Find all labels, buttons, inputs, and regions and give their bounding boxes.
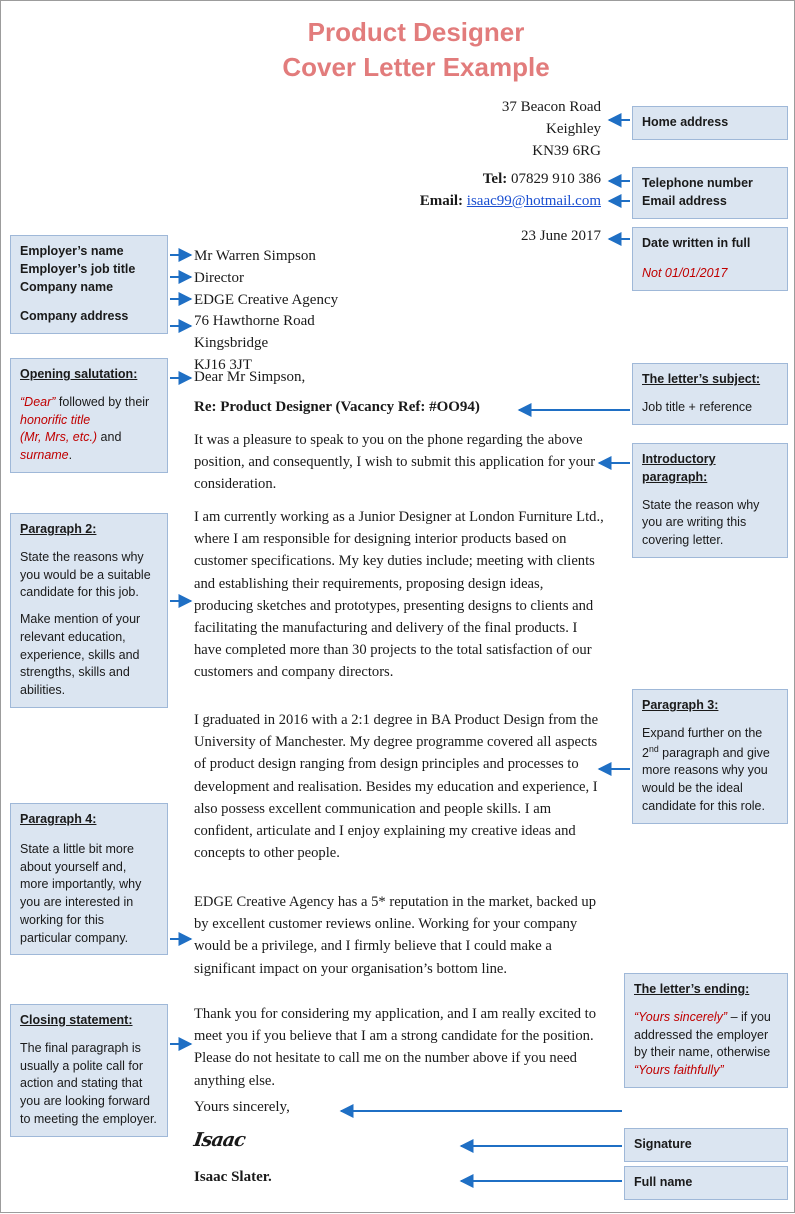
email-label: Email:: [419, 192, 464, 209]
note-salutation-period: .: [68, 448, 73, 462]
note-date-heading: Date written in full: [642, 236, 751, 250]
note-date: [632, 227, 788, 291]
letter-paragraph-2: I am currently working as a Junior Designer at London Furniture Ltd., where I am responsible for designing interior products based on customer specifications. My key duties include; meeting with clients and establishing their requirements, proposing design ideas, producing sketches and prototypes, presenting designs to clients and facilitating the manufacturing and delivery of the final products. I have completed more than 30 projects to the total satisfaction of our customers and company directors.: [194, 509, 604, 681]
note-paragraph-3-superscript: nd: [648, 743, 659, 754]
note-paragraph-3-heading: Paragraph 3:: [642, 698, 719, 712]
letter-signoff: Yours sincerely,: [194, 1099, 290, 1115]
sender-address: [331, 97, 601, 162]
note-salutation-examples: (Mr, Mrs, etc.): [20, 430, 98, 445]
note-employer-job-title-label: Employer’s job title: [20, 261, 136, 276]
telephone-line: [301, 169, 601, 191]
note-company-name-label: Company name: [20, 279, 114, 294]
employer-address-line-3: KJ16 3JT: [194, 356, 252, 373]
note-paragraph-2-body-1: State the reasons why you would be a suitable candidate for this job.: [20, 549, 151, 600]
note-employer-details: [10, 235, 168, 334]
page-title: [191, 15, 641, 85]
note-paragraph-2-body-2: Make mention of your relevant education, experience, skills and strengths, skills and abilities.: [20, 612, 141, 697]
letter-paragraph-5: Thank you for considering my application, and I am really excited to meet you if you believe that I am a strong candidate for the position. Please do not hesitate to call me on the number above if you need anything else.: [194, 1006, 597, 1089]
note-intro-paragraph-heading: Introductory paragraph:: [642, 452, 716, 484]
sender-address-line-1: 37 Beacon Road: [501, 99, 601, 115]
letter-salutation: Dear Mr Simpson,: [194, 369, 306, 385]
note-letter-ending-heading: The letter’s ending:: [634, 982, 750, 996]
note-paragraph-2: [10, 513, 168, 708]
note-ending-quote-sincerely: “Yours sincerely”: [634, 1009, 728, 1024]
note-paragraph-3-body-post: paragraph and give more reasons why you would be the ideal candidate for this role.: [642, 745, 770, 813]
email-line: [301, 191, 601, 213]
title-line-2: Cover Letter Example: [282, 52, 550, 83]
note-closing-statement-body: The final paragraph is usually a polite call for action and stating that you are looking forward to meeting the employer.: [20, 1040, 157, 1126]
title-line-1: Product Designer: [307, 17, 525, 47]
note-paragraph-3: [632, 689, 788, 824]
note-paragraph-4: [10, 803, 168, 955]
employer-company-name: EDGE Creative Agency: [194, 291, 339, 308]
telephone-label: Tel:: [482, 171, 508, 187]
letter-paragraph-1: It was a pleasure to speak to you on the phone regarding the above position, and consequently, I wish to submit this application for your consideration.: [194, 432, 596, 493]
note-salutation-honorific: honorific title: [20, 412, 91, 427]
letter-full-name: Isaac Slater.: [194, 1169, 272, 1185]
sender-address-line-2: Keighley: [546, 120, 601, 137]
contact-details: [301, 169, 601, 213]
note-home-address: [632, 106, 788, 140]
note-ending-quote-faithfully: “Yours faithfully”: [634, 1063, 724, 1077]
letter-signature: Isaac: [192, 1129, 247, 1151]
note-paragraph-2-heading: Paragraph 2:: [20, 522, 97, 536]
note-home-address-heading: Home address: [642, 115, 729, 129]
employer-job-title: Director: [194, 269, 244, 286]
telephone-value: 07829 910 386: [511, 171, 601, 187]
note-intro-paragraph-body: State the reason why you are writing this covering letter.: [642, 497, 760, 547]
note-full-name: [624, 1166, 788, 1200]
note-salutation-surname: surname: [20, 448, 69, 462]
note-signature-heading: Signature: [634, 1137, 692, 1151]
note-letter-subject-heading: The letter’s subject:: [642, 372, 761, 386]
note-intro-paragraph: [632, 443, 788, 558]
note-salutation-mid: followed by their: [55, 394, 150, 409]
note-paragraph-4-heading: Paragraph 4:: [20, 812, 97, 826]
note-paragraph-3-body-pre: Expand further on the 2: [642, 725, 763, 760]
note-full-name-heading: Full name: [634, 1175, 693, 1189]
note-salutation-dear: “Dear”: [20, 394, 56, 409]
note-opening-salutation: [10, 358, 168, 473]
note-signature: [624, 1128, 788, 1162]
note-letter-subject-body: Job title + reference: [642, 399, 753, 414]
note-opening-salutation-heading: Opening salutation:: [20, 367, 138, 381]
letter-paragraph-3: I graduated in 2016 with a 2:1 degree in BA Product Design from the University of Manchester. My degree programme covered all aspects of product design ranging from design principles and processes to development and realisation. Besides my education and experience, I also possess excellent communication and people skills. I am confident, articulate and I enjoy explaining my creative ideas and concepts to other people.: [194, 712, 599, 862]
note-ending-body: – if you addressed the employer by their name, otherwise: [634, 1009, 771, 1060]
employer-address-line-1: 76 Hawthorne Road: [194, 313, 315, 330]
note-telephone-email: [632, 167, 788, 219]
letter-subject: Re: Product Designer (Vacancy Ref: #OO94): [194, 399, 480, 415]
sender-address-line-3: KN39 6RG: [532, 142, 601, 159]
note-paragraph-4-body: State a little bit more about yourself and, more importantly, why you are interested in working for this particular company.: [20, 841, 142, 945]
note-letter-ending: [624, 973, 788, 1088]
employer-details: [194, 246, 454, 377]
note-telephone-heading: Telephone number: [642, 176, 753, 190]
employer-name: Mr Warren Simpson: [194, 248, 316, 264]
note-company-address-label: Company address: [20, 309, 129, 324]
letter-paragraph-4: EDGE Creative Agency has a 5* reputation in the market, backed up by excellent customer reviews online. Working for your company would be a privilege, and I firmly believe that I could make a significant impact on your organisation’s bottom line.: [194, 894, 597, 977]
note-email-heading: Email address: [642, 193, 727, 208]
note-closing-statement-heading: Closing statement:: [20, 1013, 133, 1027]
note-letter-subject: [632, 363, 788, 425]
email-link[interactable]: isaac99@hotmail.com: [466, 192, 601, 209]
note-salutation-and: and: [97, 430, 122, 445]
note-date-subtext: Not 01/01/2017: [642, 265, 728, 280]
note-closing-statement: [10, 1004, 168, 1137]
note-employer-name-label: Employer’s name: [20, 244, 124, 258]
letter-date: 23 June 2017: [521, 228, 601, 244]
employer-address-line-2: Kingsbridge: [194, 335, 269, 351]
